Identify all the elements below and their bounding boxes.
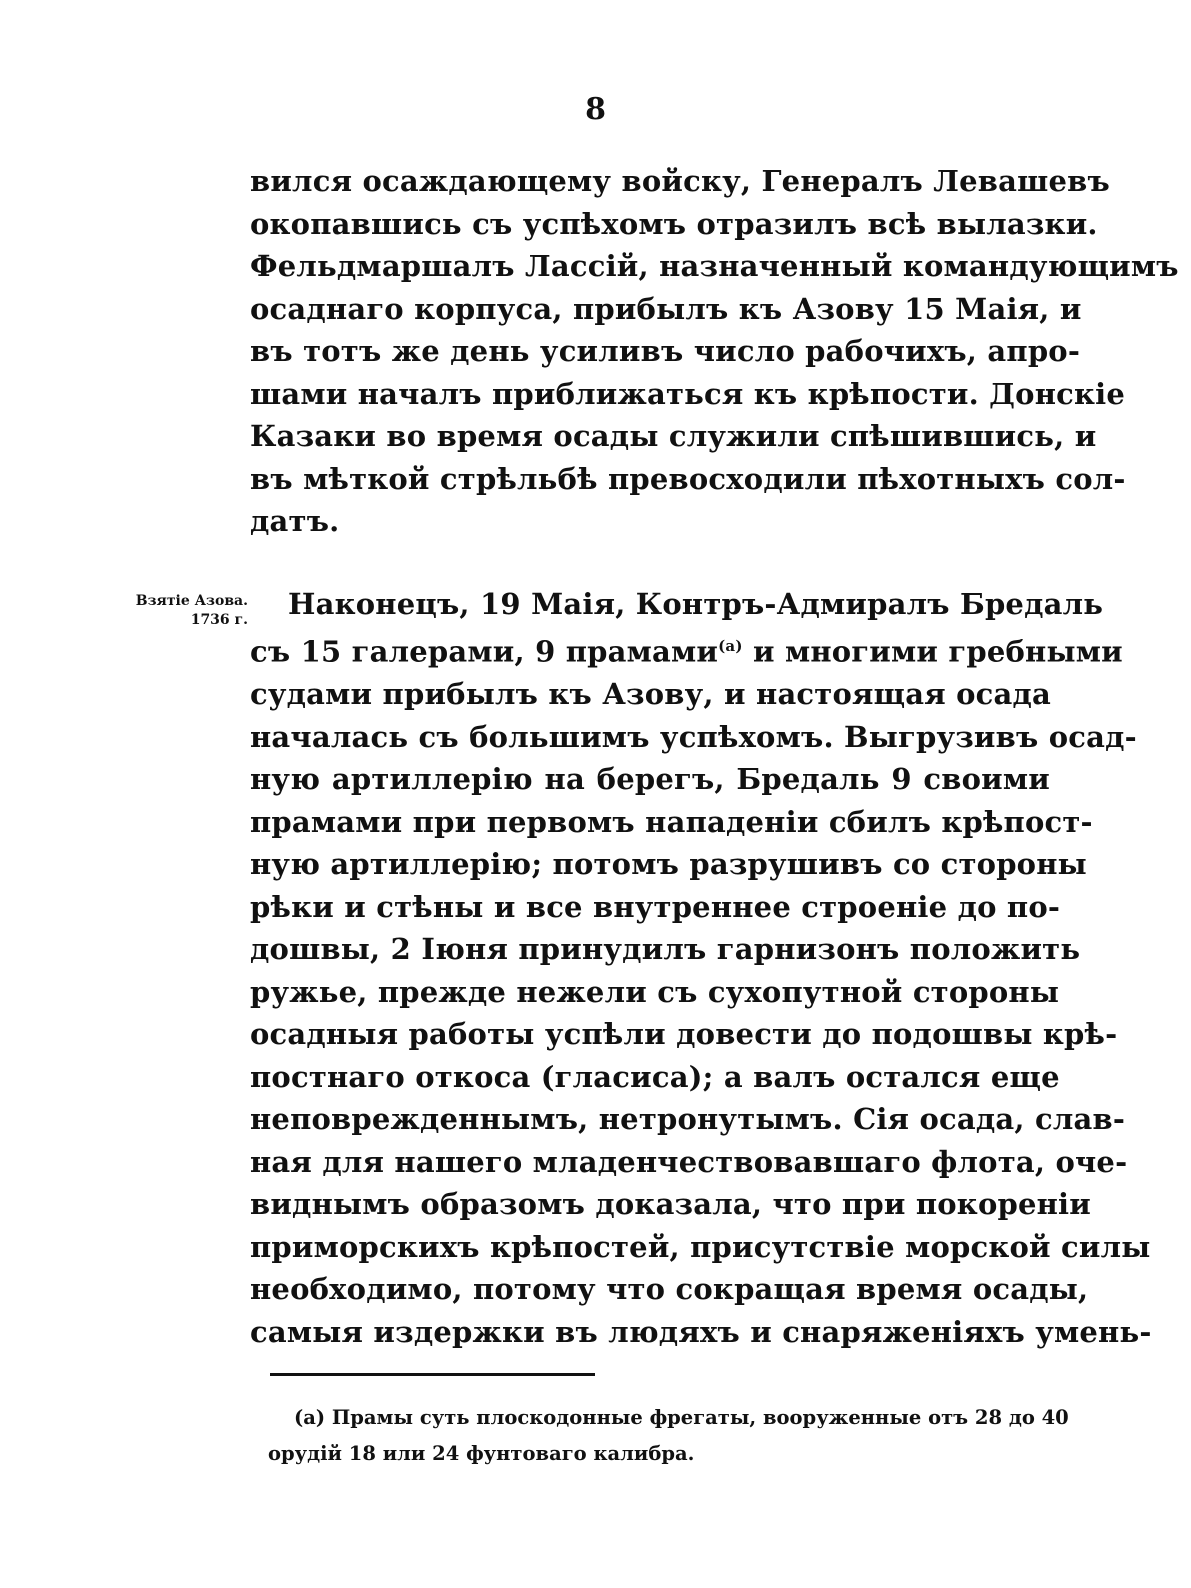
text-line: въ тотъ же день усиливъ число рабочихъ, апро- xyxy=(250,334,1081,368)
text-line: ная для нашего младенчествовавшаго флота, оче- xyxy=(250,1144,1128,1179)
text-line: Фельдмаршалъ Лассій, назначенный командующимъ xyxy=(250,249,1179,283)
footnote-line: орудій 18 или 24 фунтоваго калибра. xyxy=(268,1442,695,1465)
page-number: 8 xyxy=(585,92,606,127)
margin-note-year: 1736 г. xyxy=(190,612,248,628)
text-line: началась съ большимъ успѣхомъ. Выгрузивъ осад- xyxy=(250,719,1137,754)
footnote-reference: (а) xyxy=(718,637,743,655)
text-line: неповрежденнымъ, нетронутымъ. Сія осада, слав- xyxy=(250,1102,1126,1137)
text-line: рѣки и стѣны и все внутреннее строеніе до по- xyxy=(250,889,1061,924)
text-line: необходимо, потому что сокращая время осады, xyxy=(250,1272,1089,1307)
text-line: прамами при первомъ нападеніи сбилъ крѣпост- xyxy=(250,804,1093,839)
text-line: датъ. xyxy=(250,504,340,538)
text-line: осадныя работы успѣли довести до подошвы крѣ- xyxy=(250,1017,1118,1052)
margin-note-title: Взятіе Азова. xyxy=(135,593,248,609)
text-line: постнаго откоса (гласиса); а валъ остался еще xyxy=(250,1059,1060,1094)
text-line: самыя издержки въ людяхъ и снаряженіяхъ умень- xyxy=(250,1314,1152,1349)
text-line: виднымъ образомъ доказала, что при покореніи xyxy=(250,1187,1091,1222)
text-line: въ мѣткой стрѣльбѣ превосходили пѣхотныхъ сол- xyxy=(250,461,1126,496)
text-line-with-footnote xyxy=(250,625,1123,673)
text-line: вился осаждающему войску, Генералъ Левашевъ xyxy=(250,164,1110,198)
text-line: шами началъ приближаться къ крѣпости. Донскіе xyxy=(250,376,1126,411)
main-text xyxy=(250,160,1179,1353)
text-line: ную артиллерію на берегъ, Бредаль 9 своими xyxy=(250,762,1050,797)
text-line: Казаки во время осады служили спѣшившись, и xyxy=(250,419,1097,453)
footnote-rule xyxy=(270,1373,595,1376)
text-line: осаднаго корпуса, прибылъ къ Азову 15 Маія, и xyxy=(250,291,1082,326)
margin-note xyxy=(118,592,248,630)
text-line: приморскихъ крѣпостей, присутствіе морской силы xyxy=(250,1229,1151,1264)
text-line: ружье, прежде нежели съ сухопутной стороны xyxy=(250,974,1060,1009)
footnote xyxy=(268,1400,1069,1472)
text-line: окопавшись съ успѣхомъ отразилъ всѣ вылазки. xyxy=(250,206,1098,241)
footnote-line: (а) Прамы суть плоскодонные фрегаты, вооруженные отъ 28 до 40 xyxy=(294,1406,1069,1429)
text-line: Наконецъ, 19 Маія, Контръ-Адмиралъ Бредаль xyxy=(288,586,1104,621)
text-fragment: съ 15 галерами, 9 прамами xyxy=(250,634,719,669)
text-line: судами прибылъ къ Азову, и настоящая осада xyxy=(250,677,1052,712)
paragraph-gap xyxy=(250,543,1050,583)
text-fragment: и многими гребными xyxy=(752,634,1123,669)
text-line: дошвы, 2 Іюня принудилъ гарнизонъ положить xyxy=(250,932,1081,967)
text-line: ную артиллерію; потомъ разрушивъ со стороны xyxy=(250,847,1087,882)
